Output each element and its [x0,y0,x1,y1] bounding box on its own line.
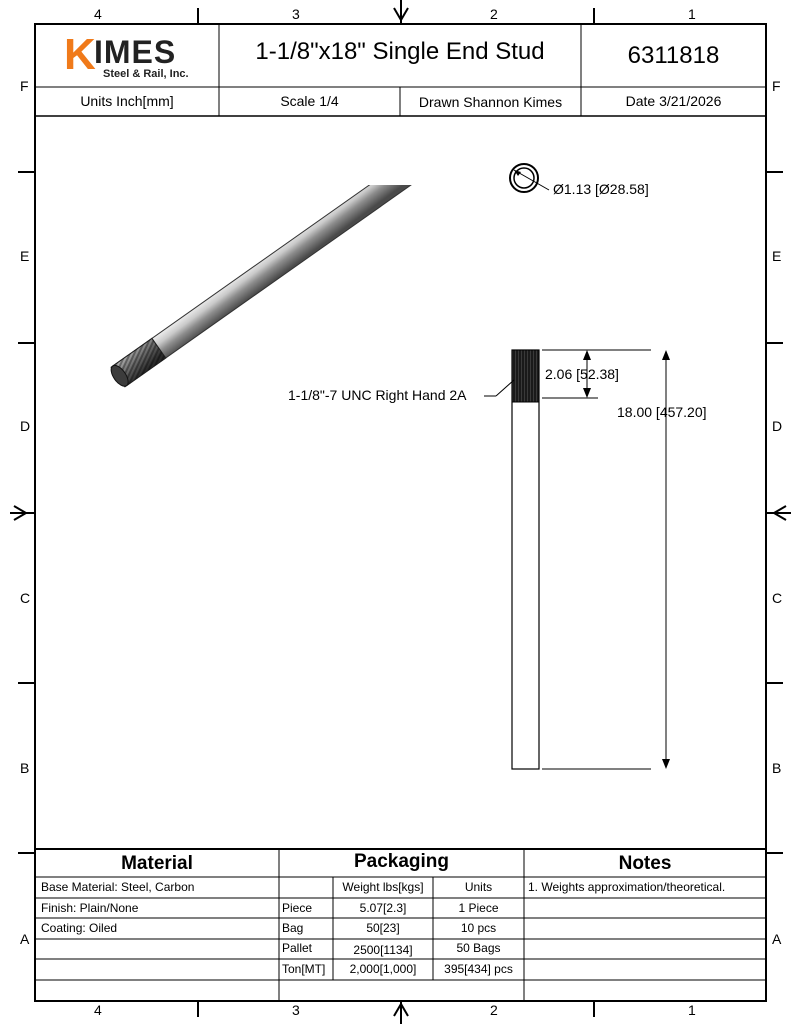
zone-row-d-left: D [20,418,31,434]
material-row: Coating: Oiled [41,921,118,935]
material-row: Finish: Plain/None [41,901,139,915]
part-number: 6311818 [627,42,720,69]
packaging-heading: Packaging [353,851,450,872]
zone-row-c-right: C [772,590,783,606]
logo-wordmark: IMES [94,34,177,70]
packaging-row-label: Ton[MT] [282,962,326,976]
stud-isometric-view [110,185,445,400]
packaging-row-units: 395[434] pcs [444,962,513,976]
packaging-row-label: Bag [282,921,304,935]
notes-heading: Notes [618,853,672,874]
zone-row-c-left: C [20,590,31,606]
logo-letter: K [64,30,96,79]
zone-row-e-left: E [20,248,30,264]
packaging-row-units: 50 Bags [456,941,501,955]
company-logo [64,30,214,82]
scale-field: Scale 1/4 [280,93,339,109]
zone-row-f-left: F [20,78,29,94]
zone-row-f-right: F [772,78,781,94]
drawing-title: 1-1/8"x18" Single End Stud [255,38,545,65]
packaging-row-weight: 5.07[2.3] [359,901,407,915]
zone-row-b-right: B [772,760,782,776]
zone-row-a-left: A [20,931,30,947]
zone-row-a-right: A [772,931,782,947]
packaging-row-label: Pallet [282,941,313,955]
zone-row-b-left: B [20,760,30,776]
zone-col-3-top: 3 [292,6,300,22]
zone-col-1-top: 1 [688,6,696,22]
date-field: Date 3/21/2026 [625,93,722,109]
packaging-row-weight: 50[23] [366,921,400,935]
zone-row-e-right: E [772,248,782,264]
thread-length-dimension: 2.06 [52.38] [545,366,619,382]
units-field: Units Inch[mm] [80,93,174,109]
packaging-col-header-units: Units [464,880,493,894]
zone-col-2-bottom: 2 [490,1002,498,1018]
packaging-row-weight: 2,000[1,000] [349,962,417,976]
logo-tagline: Steel & Rail, Inc. [103,68,189,80]
diameter-dimension: Ø1.13 [Ø28.58] [553,181,649,197]
notes-row: 1. Weights approximation/theoretical. [528,880,726,894]
packaging-row-weight: 2500[1134] [353,943,413,957]
packaging-row-units: 10 pcs [460,921,497,935]
drawn-by-field: Drawn Shannon Kimes [418,94,563,110]
packaging-row-units: 1 Piece [458,901,499,915]
thread-spec-label: 1-1/8"-7 UNC Right Hand 2A [288,387,467,403]
overall-length-dimension: 18.00 [457.20] [617,404,707,420]
zone-col-4-bottom: 4 [94,1002,102,1018]
material-row: Base Material: Steel, Carbon [41,880,195,894]
material-heading: Material [121,853,193,874]
zone-row-d-right: D [772,418,783,434]
zone-col-2-top: 2 [490,6,498,22]
zone-col-1-bottom: 1 [688,1002,696,1018]
packaging-col-header-weight: Weight lbs[kgs] [342,880,424,894]
zone-col-4-top: 4 [94,6,102,22]
zone-col-3-bottom: 3 [292,1002,300,1018]
packaging-row-label: Piece [282,901,313,915]
